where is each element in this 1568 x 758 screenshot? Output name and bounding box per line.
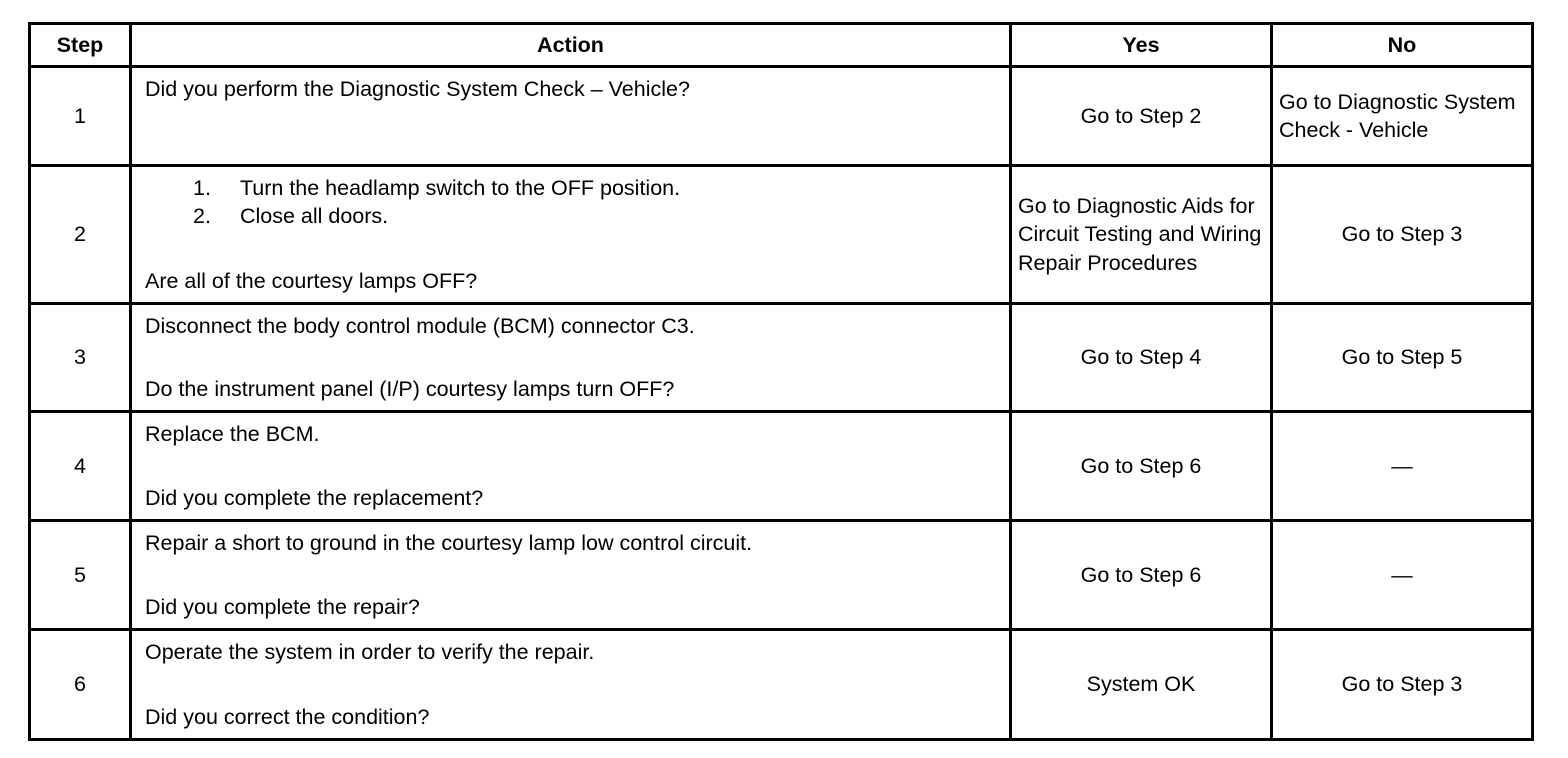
step-number: 1: [30, 67, 131, 166]
action-question: Did you complete the repair?: [145, 595, 420, 619]
table-row: [30, 304, 1533, 412]
table-row: [30, 521, 1533, 630]
action-instruction: Replace the BCM.: [145, 421, 320, 446]
no-cell: —: [1272, 521, 1533, 630]
action-instruction: Disconnect the body control module (BCM) connector C3.: [145, 313, 695, 338]
header-action: Action: [131, 24, 1011, 67]
action-question: Did you complete the replacement?: [145, 486, 484, 510]
step-number: 4: [30, 412, 131, 521]
yes-cell: Go to Step 2: [1011, 67, 1272, 166]
action-instruction: Repair a short to ground in the courtesy lamp low control circuit.: [145, 530, 753, 555]
yes-cell: Go to Step 4: [1011, 304, 1272, 412]
list-item: [145, 174, 996, 203]
action-question: Do the instrument panel (I/P) courtesy lamps turn OFF?: [145, 377, 675, 401]
table-row: [30, 166, 1533, 304]
substep-text: Close all doors.: [239, 204, 389, 228]
table-row: [30, 412, 1533, 521]
substep-number: 1.: [193, 175, 211, 200]
action-cell: [131, 166, 1011, 304]
diagnostic-table: [28, 22, 1534, 741]
yes-cell: Go to Step 6: [1011, 412, 1272, 521]
step-number: 5: [30, 521, 131, 630]
substep-text: Turn the headlamp switch to the OFF position.: [239, 175, 681, 200]
yes-cell: Go to Diagnostic Aids for Circuit Testing and Wiring Repair Procedures: [1011, 166, 1272, 304]
no-cell: Go to Diagnostic System Check - Vehicle: [1272, 67, 1533, 166]
action-cell: [131, 304, 1011, 412]
table-row: [30, 630, 1533, 740]
substep-number: 2.: [193, 204, 211, 228]
action-question: Are all of the courtesy lamps OFF?: [145, 269, 478, 293]
step-number: 3: [30, 304, 131, 412]
yes-cell: System OK: [1011, 630, 1272, 740]
action-question: Did you correct the condition?: [145, 705, 430, 729]
yes-cell: Go to Step 6: [1011, 521, 1272, 630]
step-number: 6: [30, 630, 131, 740]
action-question: Did you perform the Diagnostic System Check – Vehicle?: [145, 76, 690, 101]
step-number: 2: [30, 166, 131, 304]
substep-list: [145, 174, 996, 231]
list-item: [145, 202, 996, 231]
action-cell: [131, 67, 1011, 166]
action-cell: [131, 630, 1011, 740]
table-row: [30, 67, 1533, 166]
action-instruction: Operate the system in order to verify the repair.: [145, 639, 595, 664]
header-row: [30, 24, 1533, 67]
no-cell: Go to Step 5: [1272, 304, 1533, 412]
header-step: Step: [30, 24, 131, 67]
header-yes: Yes: [1011, 24, 1272, 67]
header-no: No: [1272, 24, 1533, 67]
no-cell: Go to Step 3: [1272, 630, 1533, 740]
no-cell: —: [1272, 412, 1533, 521]
action-cell: [131, 412, 1011, 521]
no-cell: Go to Step 3: [1272, 166, 1533, 304]
action-cell: [131, 521, 1011, 630]
